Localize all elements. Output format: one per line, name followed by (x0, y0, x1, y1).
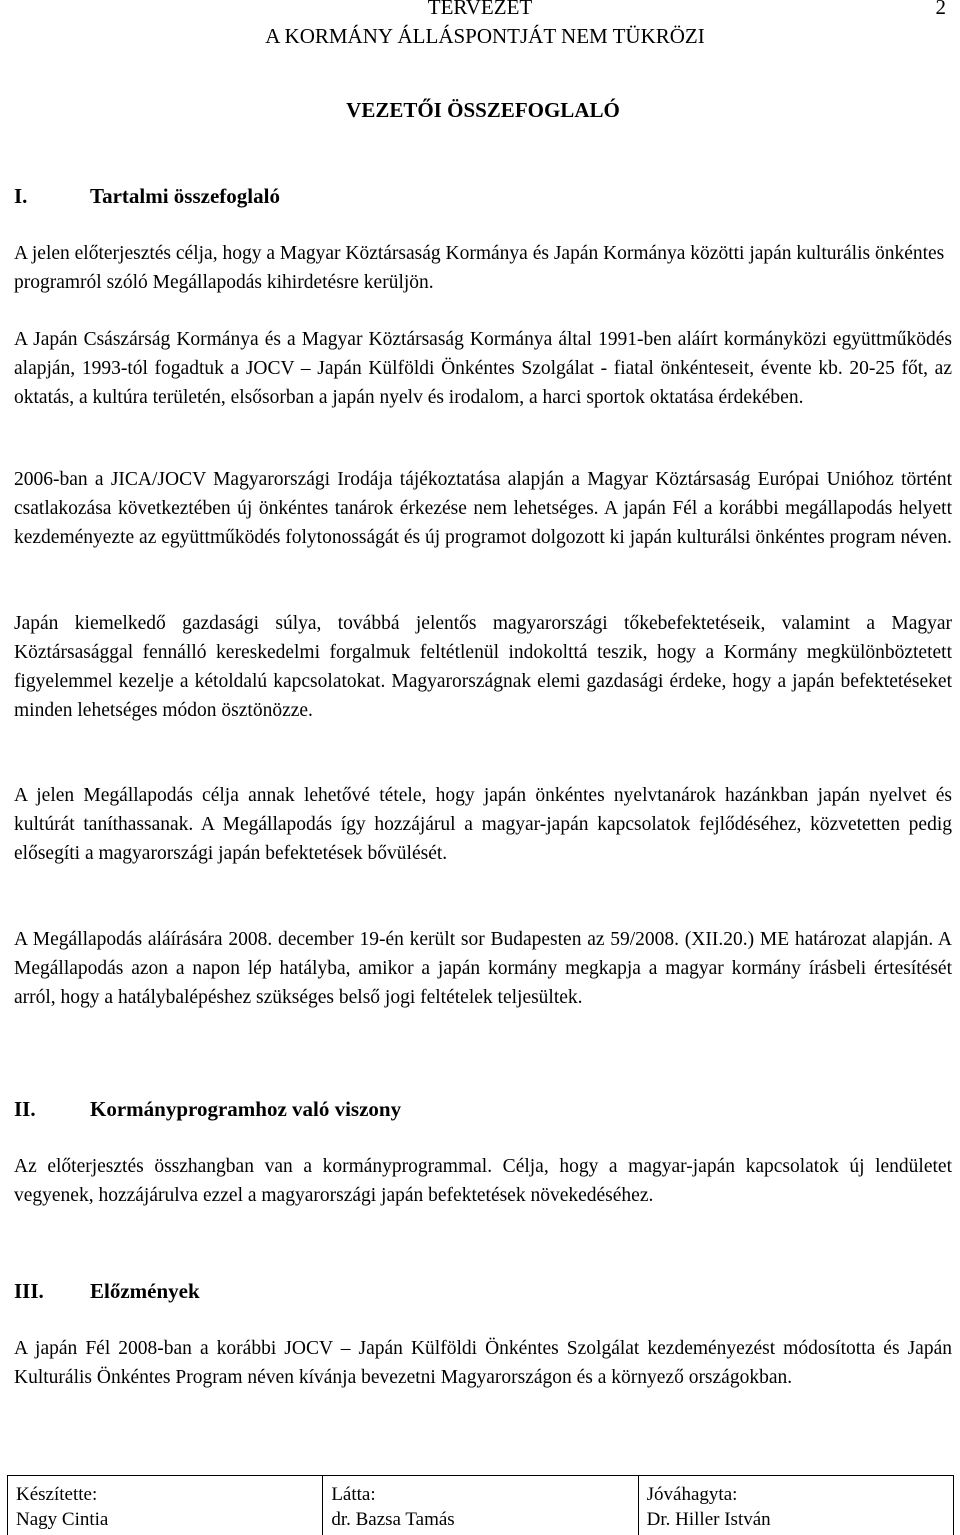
prepared-label: Készítette: (16, 1484, 98, 1505)
section-title: Kormányprogramhoz való viszony (90, 1097, 402, 1121)
approved-name: Dr. Hiller István (646, 1509, 771, 1530)
section-heading-2 (14, 1095, 401, 1123)
paragraph: Japán kiemelkedő gazdasági súlya, továbbá jelentős magyarországi tőkebefektetéseik, valamint a Magyar Köztársasággal fennálló kereskedelmi forgalmuk feltétlenül indokolttá teszik, hogy a Kormány megkülönböztetett figyelemmel kezelje a kétoldalú kapcsolatokat. Magyarországnak elemi gazdasági érdeke, hogy a japán befektetéseket minden lehetséges módon ösztönözze. (14, 613, 952, 721)
page-number: 2 (935, 0, 946, 19)
seen-by-cell (323, 1476, 638, 1535)
section-heading-3 (14, 1277, 200, 1305)
approved-by-cell (638, 1476, 953, 1535)
seen-label: Látta: (331, 1484, 376, 1505)
section-number: I. (14, 184, 28, 208)
paragraph: A jelen Megállapodás célja annak lehetővé tétele, hogy japán önkéntes nyelvtanárok hazánkban japán nyelvet és kultúrát taníthassanak. A Megállapodás így hozzájárul a magyar-japán kapcsolatok fejlődéséhez, közvetetten pedig elősegíti a magyarországi japán befektetések bővülését. (14, 785, 952, 864)
paragraph: 2006-ban a JICA/JOCV Magyarországi Irodája tájékoztatása alapján a Magyar Köztársaság Európai Unióhoz történt csatlakozása következtében új önkéntes tanárok érkezése nem lehetséges. A japán Fél a korábbi megállapodás helyett kezdeményezte az együttműködés folytonosságát és új programot dolgozott ki japán kulturálsi önkéntes program néven. (14, 469, 952, 548)
paragraph: A jelen előterjesztés célja, hogy a Magyar Köztársaság Kormánya és Japán Kormánya közötti japán kulturális önkéntes programról szóló Megállapodás kihirdetésre kerüljön. (14, 243, 945, 293)
prepared-by-cell (8, 1476, 323, 1535)
seen-name: dr. Bazsa Tamás (331, 1509, 455, 1530)
paragraph: A Megállapodás aláírására 2008. december 19-én került sor Budapesten az 59/2008. (XII.20.) ME határozat alapján. A Megállapodás azon a napon lép hatályba, amikor a japán kormány megkapja a magyar kormány írásbeli értesítését arról, hogy a hatálybalépéshez szükséges belső jogi feltételek teljesültek. (14, 929, 952, 1008)
section-title: Előzmények (90, 1279, 200, 1303)
disclaimer-label: A KORMÁNY ÁLLÁSPONTJÁT NEM TÜKRÖZI (265, 24, 705, 48)
section-title: Tartalmi összefoglaló (90, 184, 280, 208)
prepared-name: Nagy Cintia (16, 1509, 109, 1530)
section-number: III. (14, 1279, 44, 1303)
approved-label: Jóváhagyta: (646, 1484, 738, 1505)
paragraph: A japán Fél 2008-ban a korábbi JOCV – Japán Külföldi Önkéntes Szolgálat kezdeményezést módosította és Japán Kulturális Önkéntes Program néven kívánja bevezetni Magyarországon és a környező országokban. (14, 1338, 952, 1388)
section-number: II. (14, 1097, 36, 1121)
paragraph: A Japán Császárság Kormánya és a Magyar Köztársaság Kormánya által 1991-ben aláírt kormányközi együttműködés alapján, 1993-tól fogadtuk a JOCV – Japán Külföldi Önkéntes Szolgálat - fiatal önkénteseit, évente kb. 20-25 főt, az oktatás, a kultúra területén, elsősorban a japán nyelv és irodalom, a harci sportok oktatása érdekében. (14, 329, 952, 408)
draft-label: TERVEZET (427, 0, 533, 19)
executive-summary-title: VEZETŐI ÖSSZEFOGLALÓ (346, 98, 620, 122)
paragraph: Az előterjesztés összhangban van a kormányprogrammal. Célja, hogy a magyar-japán kapcsolatok új lendületet vegyenek, hozzájárulva ezzel a magyarországi japán befektetések növekedéséhez. (14, 1156, 952, 1206)
section-heading-1 (14, 182, 280, 210)
signature-table (7, 1475, 954, 1535)
